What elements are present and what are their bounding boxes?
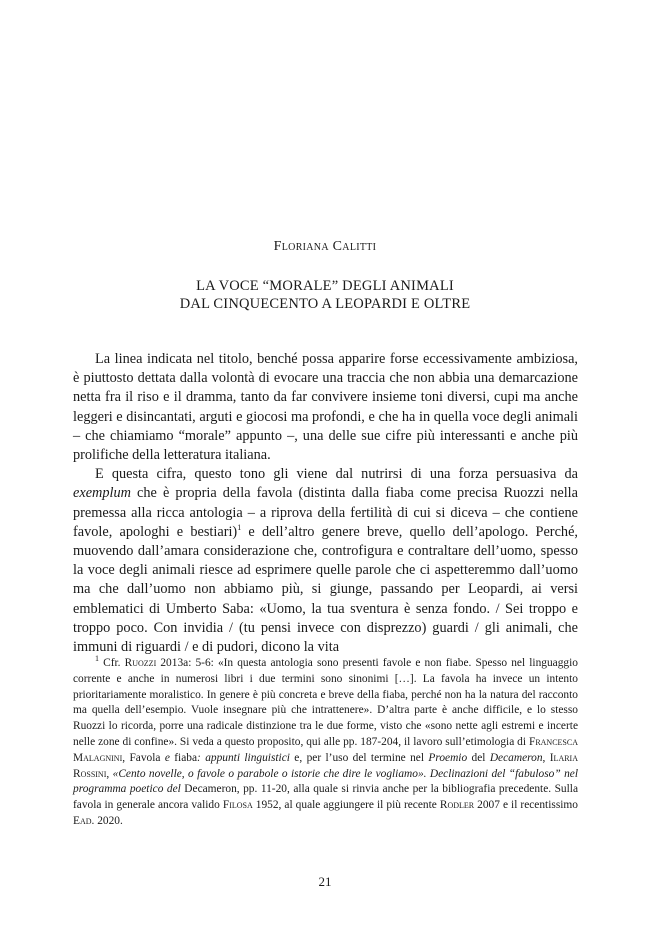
footnote-text: Decameron, pp. 11-20, alla quale si rinvia anche per la bibliografia precedente. Sulla favola in generale ancora valido <box>73 783 579 812</box>
filosa-ref: Filosa <box>222 799 253 812</box>
footnote-text: , <box>106 767 113 780</box>
footnote-text: 2007 e il recentissimo <box>474 799 578 812</box>
paragraph-2-text-a: E questa cifra, questo tono gli viene dal nutrirsi di una forza persuasiva da <box>95 466 578 483</box>
paragraph-2 <box>73 465 578 657</box>
paragraph-2-text-c: e dell’altro genere breve, quello dell’apologo. Perché, muovendo dall’amara considerazione che, controfigura e contraltare dell’uomo, spesso la voce degli animali riesce ad esprimere quelle parole che ci aspetteremmo dall’uomo ma che dall’uomo non abbiamo più, si giunge, passando per Leopardi, ai versi emblematici di Umberto Saba: «Uomo, la tua sventura è senza fondo. / Sei troppo e troppo poco. Con invidia / (tu pensi invece con disprezzo) guardi / gli animali, che immuni di riguardi / e di pudori, dicono la vita <box>73 523 578 656</box>
body-text <box>73 350 578 657</box>
footnote-number: 1 <box>95 654 99 664</box>
proemio-title: Proemio <box>428 751 468 764</box>
rodler-ref: Rodler <box>439 799 475 812</box>
footnote-text: . 2020. <box>91 814 123 827</box>
footnote-italic: e <box>164 751 170 764</box>
footnote-text: 1952, al quale aggiungere il più recente <box>252 799 440 812</box>
cento-novelle-title: «Cento novelle, o favole o parabole o istorie che dire le vogliamo». Declinazioni del “fabuloso” nel programma poetico del <box>73 767 578 796</box>
footnote-text: , <box>542 751 550 764</box>
title-line-1: LA VOCE “MORALE” DEGLI ANIMALI <box>196 278 454 294</box>
ruozzi-ref: Ruozzi <box>124 657 157 669</box>
ead-ref: Ead <box>73 814 92 827</box>
footnote-text: e, per l’uso del termine nel <box>289 751 429 764</box>
rossini-ref: Ilaria Rossini <box>73 751 579 780</box>
author-name: Floriana Calitti <box>273 239 377 254</box>
footnote-text: Cfr. <box>99 657 125 669</box>
paragraph-1: La linea indicata nel titolo, benché possa apparire forse eccessivamente ambiziosa, è piuttosto dettata dalla volontà di evocare una traccia che non abbia una demarcazione netta fra il riso e il dramma, tanto da far convivere insieme toni diversi, cupi ma anche leggeri e disincantati, arguti e giocosi ma profondi, e che ha in quella voce degli animali – che chiamiamo “morale” appunto –, una delle sue cifre più interessanti e anche più prolifiche della letteratura italiana. <box>73 351 578 464</box>
footnote-text: del <box>467 751 490 764</box>
page-number: 21 <box>318 874 332 889</box>
footnote-ref-1[interactable]: 1 <box>237 523 242 533</box>
decameron-title: Decameron <box>489 751 543 764</box>
footnote-italic: : appunti linguistici <box>197 751 290 764</box>
footnote-1 <box>73 656 578 830</box>
exemplum-term: exemplum <box>73 485 131 502</box>
malagnini-ref: Francesca Malagnini <box>73 735 578 764</box>
footnote-text: fiaba <box>169 751 198 764</box>
footnote-paragraph <box>73 656 578 830</box>
title-line-2: DAL CINQUECENTO A LEOPARDI E OLTRE <box>179 296 471 312</box>
paragraph-2-text-b: che è propria della favola (distinta dalla fiaba come precisa Ruozzi nella premessa alla ricca antologia – a riprova della fertilità di cui si diceva – che contiene favole, apologhi e bestiari) <box>73 485 578 540</box>
footnote-text: , Favola <box>122 751 165 764</box>
footnote-text: 2013a: 5-6: «In questa antologia sono presenti favole e non fiabe. Spesso nel linguaggio corrente e anche in numerosi libri i due termini sono sinonimi […]. La favola ha invece un intento prioritariamente moralistico. In genere è più concreta e breve della fiaba, perché non ha la natura del racconto ma quella dell’esempio. Vuole insegnare più che intrattenere». D’altra parte è anche difficile, e lo stesso Ruozzi lo ricorda, porre una radicale distinzione tra le due forme, visto che «sono nette agli estremi e incerte nelle zone di confine». Si veda a questo proposito, qui alle pp. 187-204, il lavoro sull’etimologia di <box>73 657 578 748</box>
article-title <box>0 277 650 313</box>
